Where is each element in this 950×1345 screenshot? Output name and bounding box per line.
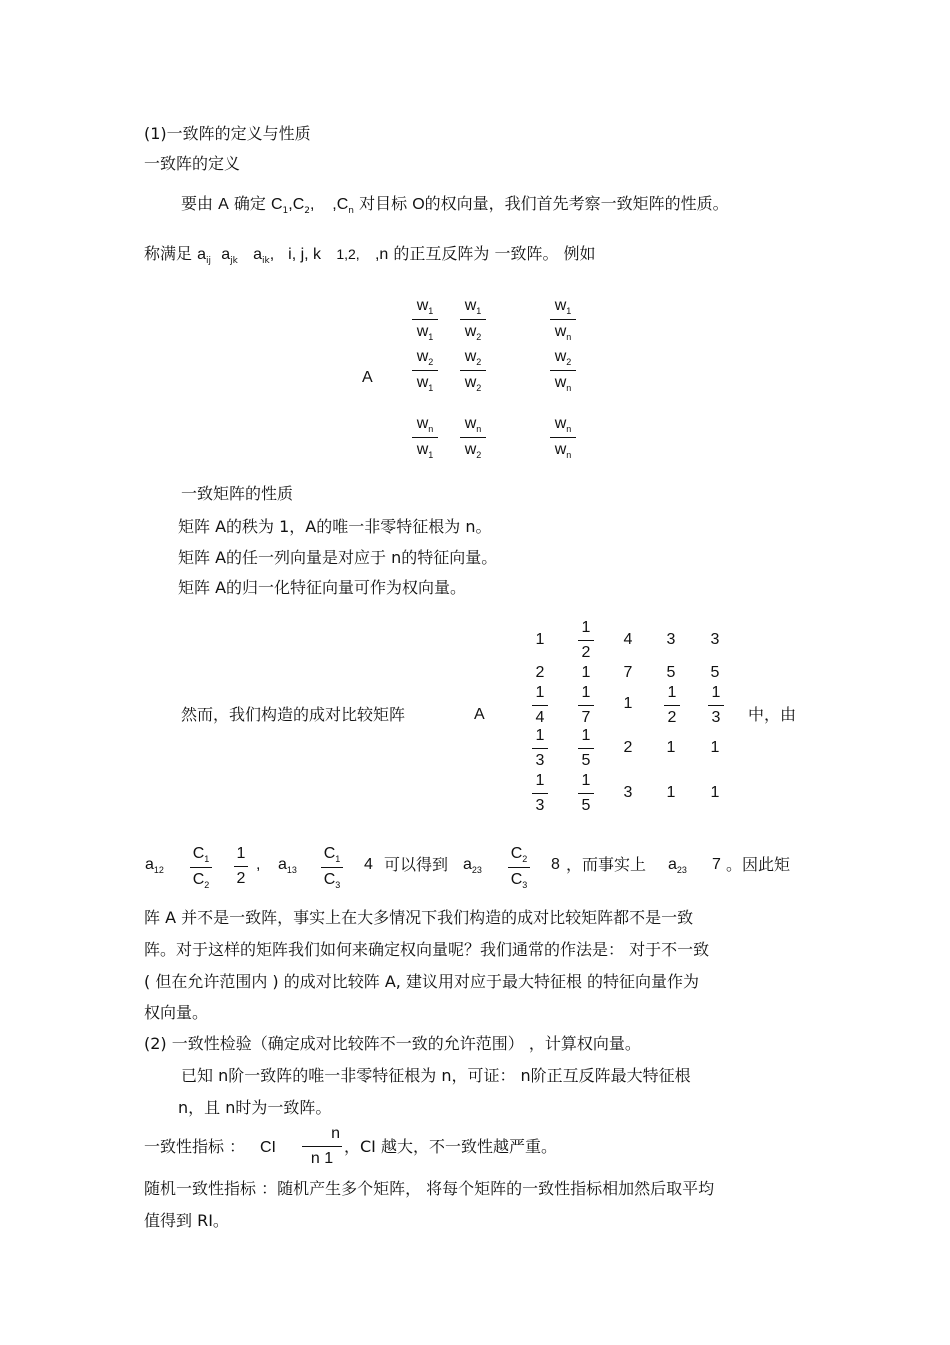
document-page: (1)一致阵的定义与性质 一致阵的定义 要由 A 确定 $C_1,C_2$, $,C_n$ 对目标 O的权向量，我们首先考察一致矩阵的性质。 称满足 $a_{ij}$ $a_{jk}$ $a_{ik}$, i, j, k 1,2, ,n 的正互反阵为 一致阵。 例如 A $w_1$ $w_1$ $w_1$ $w_2$ $w_1$ $w_n$ $w_2$ $w_1$ $w_2$ $w_2$ $w_2$ $w_n$ $w_n$ $w_1$ $w_n$ $w_2$ $w_n$ $w_n$ 一致矩阵的性质 矩阵 A的秩为 1，A的唯一非零特征根为 n。 矩阵 A的任一列向量是对应于 n的特征向量。 矩阵 A的归一化特征向量可作为权向量。 然而，我们构造的成对比较矩阵 A 中，由 1 1 2 4 3 3 2 1 7 5 5 1 4 1 7 1 1 2 1 3 1 3 1 5 2 1 1 1 3 1 5 3 1 1 $a_{12}$ $C_1$ $C_2$ 1 2 , $a_{13}$ $C_1$ $C_3$ 4 可以得到 $a_{23}$ $C_2$ $C_3$ 8 ，而事实上 $a_{23}$ 7 。因此矩 阵 A 并不是一致阵，事实上在大多情况下我们构造的成对比较矩阵都不是一致 阵。对于这样的矩阵我们如何来确定权向量呢？我们通常的作法是： 对于不一致 ( 但在允许范围内 ) 的成对比较阵 A, 建议用对应于最大特征根 的特征向量作为 权向量。 (2) 一致性检验（确定成对比较阵不一致的允许范围） ，计算权向量。 已知 n阶一致阵的唯一非零特征根为 n，可证： n阶正互反阵最大特征根 n，且 n时为一致阵。 一致性指标 ： CI n n 1 ，CI 越大，不一致性越严重。 随机一致性指标 ：随机产生多个矩阵， 将每个矩阵的一致性指标相加然后取平均 值得到 RI。 [144, 124, 797, 1230]
ci-fraction: n n 1 [302, 1124, 342, 1169]
symbol-a23: $a_{23}$ [463, 856, 482, 875]
ci-tail: ，CI 越大，不一致性越严重。 [344, 1137, 557, 1156]
matrix-cell: 1 [666, 784, 676, 801]
matrix-cell: 1 [581, 664, 591, 681]
section1-heading: (1)一致阵的定义与性质 [144, 124, 311, 143]
section2-condition: n，且 n时为一致阵。 [178, 1098, 332, 1117]
matrix-cell-fraction: 1 3 [708, 683, 724, 728]
matrix-cell: 1 [710, 739, 720, 756]
fraction-c1-c3: $C_1$ $C_3$ [321, 844, 343, 891]
matrix-cell: 3 [666, 631, 676, 648]
matrix-cell-fraction: 1 7 [578, 683, 594, 728]
value-8: 8 [551, 856, 560, 873]
symbol-a12: $a_{12}$ [145, 856, 164, 875]
matrix-cell-fraction: 1 5 [578, 771, 594, 816]
ratio-mid-text: 可以得到 [384, 855, 449, 874]
matrix-cell: 1 [623, 695, 633, 712]
matrix-cell-fraction: 1 5 [578, 726, 594, 771]
matrix-cell: 3 [710, 631, 720, 648]
value-7: 7 [712, 856, 721, 873]
fraction-one-half: 1 2 [234, 844, 248, 889]
pairwise-lead: 然而，我们构造的成对比较矩阵 [181, 705, 406, 724]
matrix-cell-fraction: 1 2 [578, 618, 594, 663]
matrix-cell-fraction: 1 3 [532, 771, 548, 816]
property-3: 矩阵 A的归一化特征向量可作为权向量。 [178, 578, 467, 597]
matrix-cell: 2 [535, 664, 545, 681]
definition-title: 一致阵的定义 [144, 154, 241, 173]
matrix-cell: 7 [623, 664, 633, 681]
matrix-cell-fraction: $w_2$ $w_2$ [460, 347, 486, 394]
properties-title: 一致矩阵的性质 [181, 484, 294, 503]
section2-known: 已知 n阶一致阵的唯一非零特征根为 n，可证： n阶正互反阵最大特征根 [181, 1066, 691, 1085]
symbol-a13: $a_{13}$ [278, 856, 297, 875]
matrix-cell: 1 [666, 739, 676, 756]
fraction-c1-c2: $C_1$ $C_2$ [190, 844, 212, 891]
matrix-cell: 2 [623, 739, 633, 756]
intro-line: 要由 A 确定 $C_1,C_2$, $,C_n$ 对目标 O的权向量，我们首先考察一致矩阵的性质。 [181, 194, 729, 216]
matrix-cell-fraction: $w_1$ $w_n$ [550, 296, 576, 343]
matrix-cell-fraction: $w_1$ $w_2$ [460, 296, 486, 343]
symbol-a23-actual: $a_{23}$ [668, 856, 687, 875]
matrix-cell-fraction: 1 4 [532, 683, 548, 728]
paragraph-line-2: 阵。对于这样的矩阵我们如何来确定权向量呢？我们通常的作法是： 对于不一致 [144, 940, 710, 959]
matrix-cell-fraction: $w_n$ $w_1$ [412, 414, 438, 461]
matrix-cell-fraction: 1 2 [664, 683, 680, 728]
matrix-cell-fraction: $w_1$ $w_1$ [412, 296, 438, 343]
matrix-cell: 5 [710, 664, 720, 681]
matrix-cell-fraction: $w_n$ $w_n$ [550, 414, 576, 461]
matrix-cell: 1 [535, 631, 545, 648]
paragraph-line-1: 阵 A 并不是一致阵，事实上在大多情况下我们构造的成对比较矩阵都不是一致 [144, 908, 694, 927]
matrix-cell: 1 [710, 784, 720, 801]
fraction-c2-c3: $C_2$ $C_3$ [508, 844, 530, 891]
matrix-cell-fraction: $w_2$ $w_n$ [550, 347, 576, 394]
property-1: 矩阵 A的秩为 1，A的唯一非零特征根为 n。 [178, 517, 492, 536]
ri-line-2: 值得到 RI。 [144, 1211, 229, 1230]
matrix-cell-fraction: 1 3 [532, 726, 548, 771]
paragraph-line-3: ( 但在允许范围内 ) 的成对比较阵 A, 建议用对应于最大特征根 的特征向量作为 [144, 972, 700, 991]
ri-line-1: 随机一致性指标 ：随机产生多个矩阵， 将每个矩阵的一致性指标相加然后取平均 [144, 1179, 715, 1198]
value-4: 4 [364, 856, 373, 873]
section2-heading: (2) 一致性检验（确定成对比较阵不一致的允许范围） ，计算权向量。 [144, 1034, 641, 1053]
matrix-cell-fraction: $w_2$ $w_1$ [412, 347, 438, 394]
matrix-cell: 4 [623, 631, 633, 648]
matrix-cell: 3 [623, 784, 633, 801]
definition-line: 称满足 $a_{ij}$ $a_{jk}$ $a_{ik}$, i, j, k 1,2, ,n 的正互反阵为 一致阵。 例如 [144, 244, 596, 266]
property-2: 矩阵 A的任一列向量是对应于 n的特征向量。 [178, 548, 498, 567]
pairwise-tail: 中，由 [748, 705, 797, 724]
ratio-end-text: 。因此矩 [726, 855, 791, 874]
matrix-cell-fraction: $w_n$ $w_2$ [460, 414, 486, 461]
matrix-label-a: A [362, 369, 373, 386]
ci-symbol: CI [260, 1139, 276, 1156]
ratio-fact-text: ，而事实上 [566, 855, 647, 874]
ci-label: 一致性指标 ： [144, 1137, 246, 1156]
pairwise-matrix-label: A [474, 706, 485, 723]
paragraph-line-4: 权向量。 [144, 1003, 209, 1022]
matrix-cell: 5 [666, 664, 676, 681]
